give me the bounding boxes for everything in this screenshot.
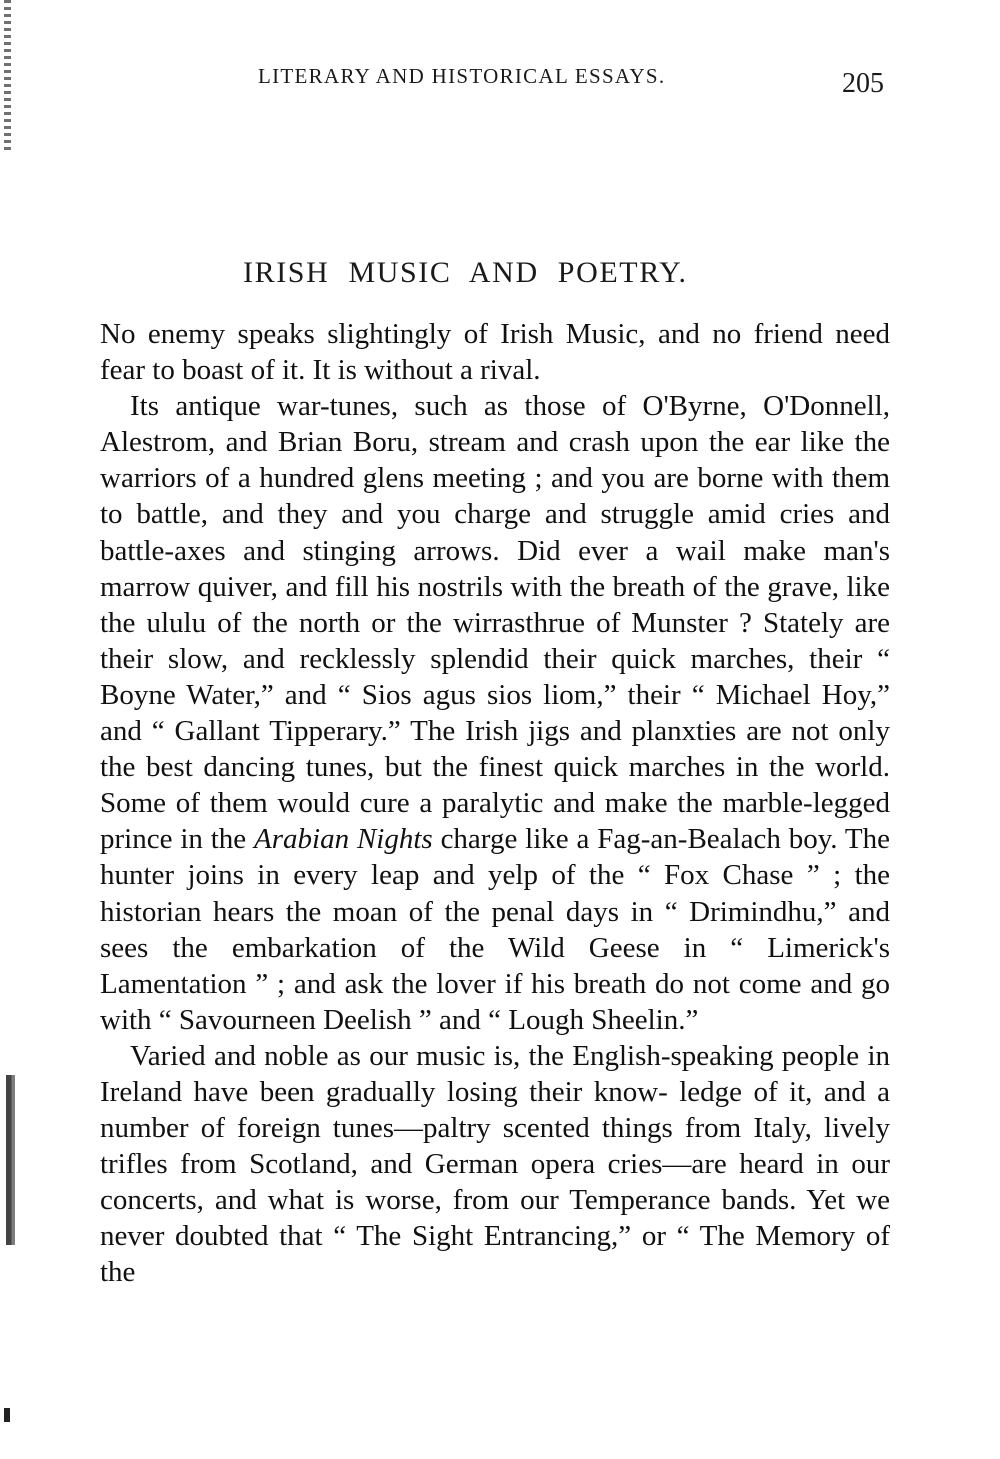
- page-binding-mark: [6, 1075, 15, 1245]
- page-binding-mark: [4, 0, 11, 150]
- paragraph-text: Its antique war-tunes, such as those of O'Byrne, O'Donnell, Alestrom, and Brian Boru, stream and crash upon the ear like the warriors of a hundred glens meeting ; and you are borne with them to battle, and they and you charge and struggle amid cries and battle-axes and stinging arrows. Did ever a wail make man's marrow quiver, and fill his nostrils with the breath of the grave, like the ululu of the north or the wirrasthrue of Munster ? Stately are their slow, and recklessly splendid their quick marches, their “ Boyne Water,” and “ Sios agus sios liom,” their “ Michael Hoy,” and “ Gallant Tipperary.” The Irish jigs and planxties are not only the best dancing tunes, but the finest quick marches in the world. Some of them would cure a paralytic and make the marble-legged prince in the: [100, 390, 890, 856]
- paragraph: No enemy speaks slightingly of Irish Music, and no friend need fear to boast of it. It is without a rival.: [100, 318, 890, 387]
- paragraph: Varied and noble as our music is, the English-speaking people in Ireland have been gradually losing their know- ledge of it, and a number of foreign tunes—paltry scented things from Italy, lively trifles from Scotland, and German opera cries—are heard in our concerts, and what is worse, from our Temperance bands. Yet we never doubted that “ The Sight Entrancing,” or “ The Memory of the: [100, 1039, 890, 1289]
- page-number: 205: [842, 68, 884, 99]
- body-text: [100, 316, 890, 1291]
- running-head: LITERARY AND HISTORICAL ESSAYS.: [258, 64, 666, 88]
- paragraph-text: charge like a Fag-an-Bealach boy. The hunter joins in every leap and yelp of the “ Fox Chase ” ; the historian hears the moan of the penal days in “ Drimindhu,” and sees the embarkation of the Wild Geese in “ Limerick's Lamentation ” ; and ask the lover if his breath do not come and go with “ Savourneen Deelish ” and “ Lough Sheelin.”: [100, 823, 890, 1036]
- book-title: Arabian Nights: [254, 823, 433, 856]
- paragraph: [100, 388, 890, 1038]
- chapter-title: IRISH MUSIC AND POETRY.: [243, 256, 688, 289]
- page-binding-mark: [4, 1408, 10, 1422]
